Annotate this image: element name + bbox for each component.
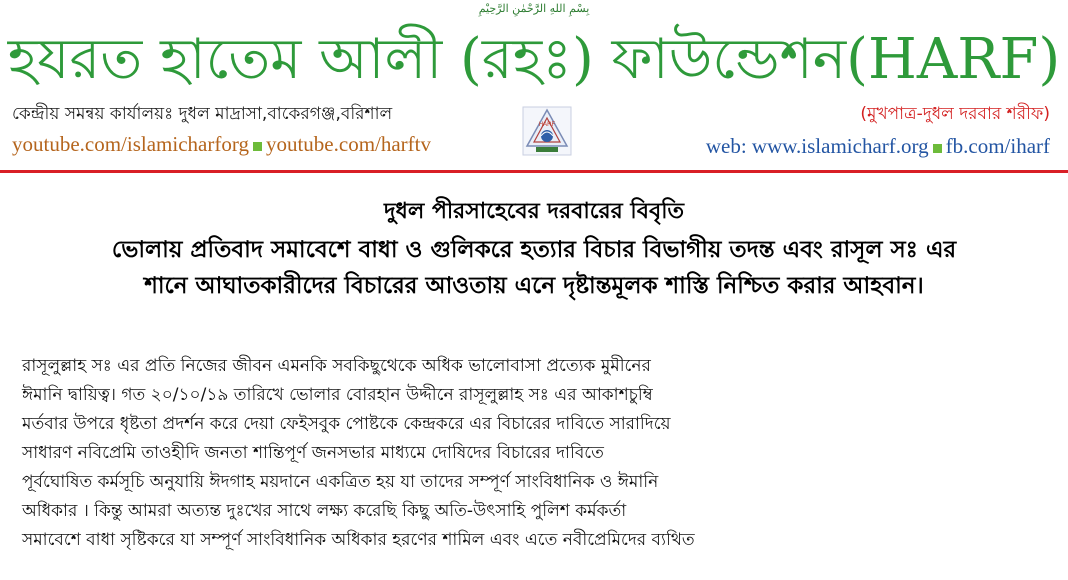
statement-headline — [0, 232, 1068, 304]
body-line: সাধারণ নবিপ্রেমি তাওহীদি জনতা শান্তিপূর্ণ জনসভার মাধ্যমে দোষিদের বিচারের দাবিতে — [22, 443, 604, 463]
headline-line: শানে আঘাতকারীদের বিচারের আওতায় এনে দৃষ্টান্তমূলক শাস্তি নিশ্চিত করার আহবান। — [144, 273, 924, 299]
separator-square-icon — [933, 144, 942, 153]
organization-title: হযরত হাতেম আলী (রহঃ) ফাউন্ডেশন(HARF) — [7, 27, 1061, 92]
mouthpiece-label: (মুখপাত্র-দুধল দরবার শরীফ) — [860, 104, 1050, 124]
headline-line: ভোলায় প্রতিবাদ সমাবেশে বাধা ও গুলিকরে হত্যার বিচার বিভাগীয় তদন্ত এবং রাসূল সঃ এর — [111, 237, 957, 263]
web-links — [706, 132, 1050, 160]
harf-logo-graphic — [522, 106, 572, 156]
body-line: অধিকার । কিন্তু আমরা অত্যন্ত দুঃখের সাথে লক্ষ্য করেছি কিছু অতি-উৎসাহি পুলিশ কর্মকর্তা — [22, 501, 627, 521]
body-line: মর্তবার উপরে ধৃষ্টতা প্রদর্শন করে দেয়া ফেইসবুক পোষ্টকে কেন্দ্রকরে এর বিচারের দাবিতে সারাদিয়ে — [22, 414, 671, 434]
header-divider — [0, 170, 1068, 173]
body-line: রাসূলুল্লাহ সঃ এর প্রতি নিজের জীবন এমনকি সবকিছুথেকে অধিক ভালোবাসা প্রত্যেক মুমীনের — [22, 356, 651, 376]
website-link[interactable]: web: www.islamicharf.org — [705, 134, 929, 158]
bismillah-calligraphy: بِسْمِ اللهِ الرَّحْمٰنِ الرَّحِيْمِ — [478, 2, 590, 15]
statement-body — [22, 352, 1058, 555]
youtube-link-harftv[interactable]: youtube.com/harftv — [265, 132, 432, 156]
logo-lettering: HARF — [538, 122, 556, 128]
separator-square-icon — [253, 142, 262, 151]
body-line: পূর্বঘোষিত কর্মসূচি অনুযায়ি ঈদগাহ ময়দানে একত্রিত হয় যা তাদের সম্পূর্ণ সাংবিধানিক ও ঈমানি — [22, 472, 659, 492]
youtube-links — [12, 130, 431, 158]
central-office-address: কেন্দ্রীয় সমন্বয় কার্যালয়ঃ দুধল মাদ্রাসা,বাকেরগঞ্জ,বরিশাল — [12, 104, 393, 124]
facebook-link[interactable]: fb.com/iharf — [945, 134, 1050, 158]
statement-title: দুধল পীরসাহেবের দরবারের বিবৃতি — [384, 199, 684, 224]
youtube-link-islamicharforg[interactable]: youtube.com/islamicharforg — [12, 132, 249, 156]
harf-logo — [522, 106, 572, 156]
body-line: সমাবেশে বাধা সৃষ্টিকরে যা সম্পূর্ণ সাংবিধানিক অধিকার হরণের শামিল এবং এতে নবীপ্রেমিদের ব্যথিত — [22, 530, 695, 550]
body-line: ঈমানি দ্বায়িত্ব। গত ২০/১০/১৯ তারিখে ভোলার বোরহান উদ্দীনে রাসূলুল্লাহ সঃ এর আকাশচুম্বি — [22, 385, 653, 405]
